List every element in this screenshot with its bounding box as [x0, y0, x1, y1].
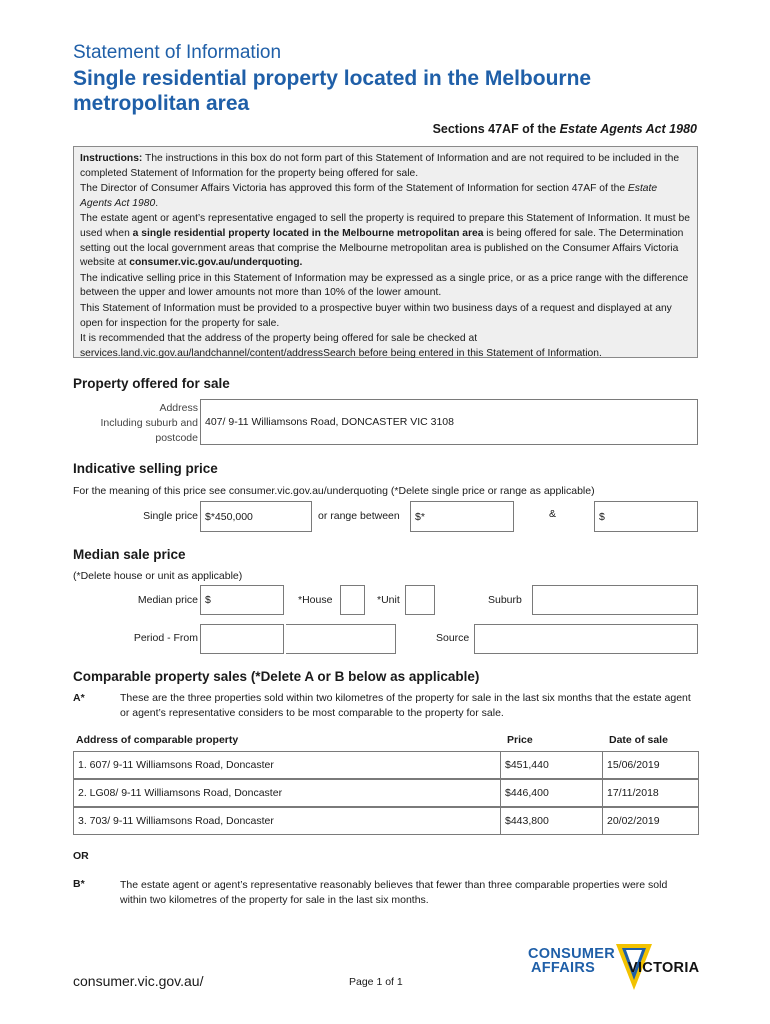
instructions-p1: Instructions: The instructions in this box do not form part of this Statement of Information and are not required to be included in the completed Statement of Information for the property being offered for sale. [80, 153, 680, 179]
address-field[interactable]: 407/ 9-11 Williamsons Road, DONCASTER VIC 3108 [200, 399, 698, 445]
row-price[interactable]: $443,800 [505, 815, 549, 827]
range-ampersand: & [549, 508, 557, 520]
table-row [73, 779, 699, 807]
instructions-p2: The Director of Consumer Affairs Victoria has approved this form of the Statement of Information for section 47AF of the Estate Agents Act 1980. [80, 183, 658, 209]
house-checkbox[interactable] [340, 585, 365, 615]
median-heading: Median sale price [73, 547, 186, 562]
option-b-marker: B* [73, 878, 85, 890]
single-price-label: Single price [143, 510, 198, 522]
median-price-label: Median price [137, 594, 198, 606]
instructions-p5: This Statement of Information must be provided to a prospective buyer within two business days of a request and displayed at any open for inspection for the property for sale. [80, 302, 672, 329]
row-date[interactable]: 20/02/2019 [607, 815, 660, 827]
range-high-field[interactable]: $ [594, 501, 698, 532]
row-address[interactable]: 3. 703/ 9-11 Williamsons Road, Doncaster [78, 815, 274, 827]
single-price-field[interactable]: $*450,000 [200, 501, 312, 532]
comparable-heading: Comparable property sales (*Delete A or B below as applicable) [73, 669, 480, 684]
unit-checkbox[interactable] [405, 585, 435, 615]
page-title: Single residential property located in the Melbourne metropolitan area [73, 67, 592, 115]
instructions-box [73, 146, 698, 358]
form-subtitle: Statement of Information [73, 42, 282, 63]
instructions-p4: The indicative selling price in this Statement of Information may be expressed as a single price, or as a price range with the difference between the upper and lower amounts not more than 10% of the lower amount. [80, 272, 689, 299]
or-separator: OR [73, 850, 89, 862]
logo-line-affairs: AFFAIRS [531, 960, 596, 976]
option-b-text: The estate agent or agent’s representative reasonably believes that fewer than three comparable properties were sold within two kilometres of the property for sale in the last six months. [120, 879, 668, 906]
source-label: Source [436, 632, 470, 644]
table-row [73, 751, 699, 779]
indicative-heading: Indicative selling price [73, 461, 218, 476]
col-address-header: Address of comparable property [76, 734, 239, 746]
median-note: (*Delete house or unit as applicable) [73, 570, 243, 582]
footer-url: consumer.vic.gov.au/ [73, 973, 204, 989]
house-label: *House [298, 594, 333, 606]
range-label: or range between [318, 510, 400, 522]
col-price-header: Price [507, 734, 533, 746]
row-price[interactable]: $451,440 [505, 759, 549, 771]
period-from-field[interactable] [200, 624, 284, 654]
unit-label: *Unit [377, 594, 400, 606]
instructions-p3: The estate agent or agent’s representative engaged to sell the property is required to prepare this Statement of Information. It must be used when a single residential property located in the Melbourne metropolitan area is being offered for sale. The Determination setting out the local government areas that comprise the Melbourne metropolitan area is published on the Consumer Affairs Victoria website at consumer.vic.gov.au/underquoting. [80, 213, 690, 269]
suburb-field[interactable] [532, 585, 698, 615]
row-address[interactable]: 2. LG08/ 9-11 Williamsons Road, Doncaster [78, 787, 283, 799]
source-field[interactable] [474, 624, 698, 654]
period-from-label: Period - From [133, 632, 198, 644]
row-address[interactable]: 1. 607/ 9-11 Williamsons Road, Doncaster [78, 759, 274, 771]
consumer-affairs-victoria-logo [528, 944, 703, 994]
instructions-p6: It is recommended that the address of the property being offered for sale be checked at services.land.vic.gov.au/landchannel/content/addressSearch before being entered in this Statement of Information. [80, 333, 602, 359]
col-date-header: Date of sale [609, 734, 668, 746]
page-number: Page 1 of 1 [349, 976, 403, 988]
address-label: Address Including suburb and postcode [100, 402, 198, 444]
act-reference: Sections 47AF of the Estate Agents Act 1980 [432, 122, 697, 136]
property-heading: Property offered for sale [73, 376, 230, 391]
range-low-field[interactable]: $* [410, 501, 514, 532]
option-a-text: These are the three properties sold within two kilometres of the property for sale in the last six months that the estate agent or agent’s representative considers to be most comparable to the property for sale. [120, 692, 691, 719]
median-price-field[interactable]: $ [200, 585, 284, 615]
row-date[interactable]: 15/06/2019 [607, 759, 660, 771]
logo-line-consumer: CONSUMER [528, 946, 615, 962]
indicative-note: For the meaning of this price see consumer.vic.gov.au/underquoting (*Delete single price or range as applicable) [73, 485, 595, 497]
suburb-label: Suburb [488, 594, 522, 606]
logo-line-victoria: VICTORIA [628, 960, 700, 976]
row-date[interactable]: 17/11/2018 [607, 787, 659, 799]
option-a-marker: A* [73, 692, 85, 704]
table-row [73, 807, 699, 835]
row-price[interactable]: $446,400 [505, 787, 549, 799]
period-to-field[interactable] [286, 624, 396, 654]
